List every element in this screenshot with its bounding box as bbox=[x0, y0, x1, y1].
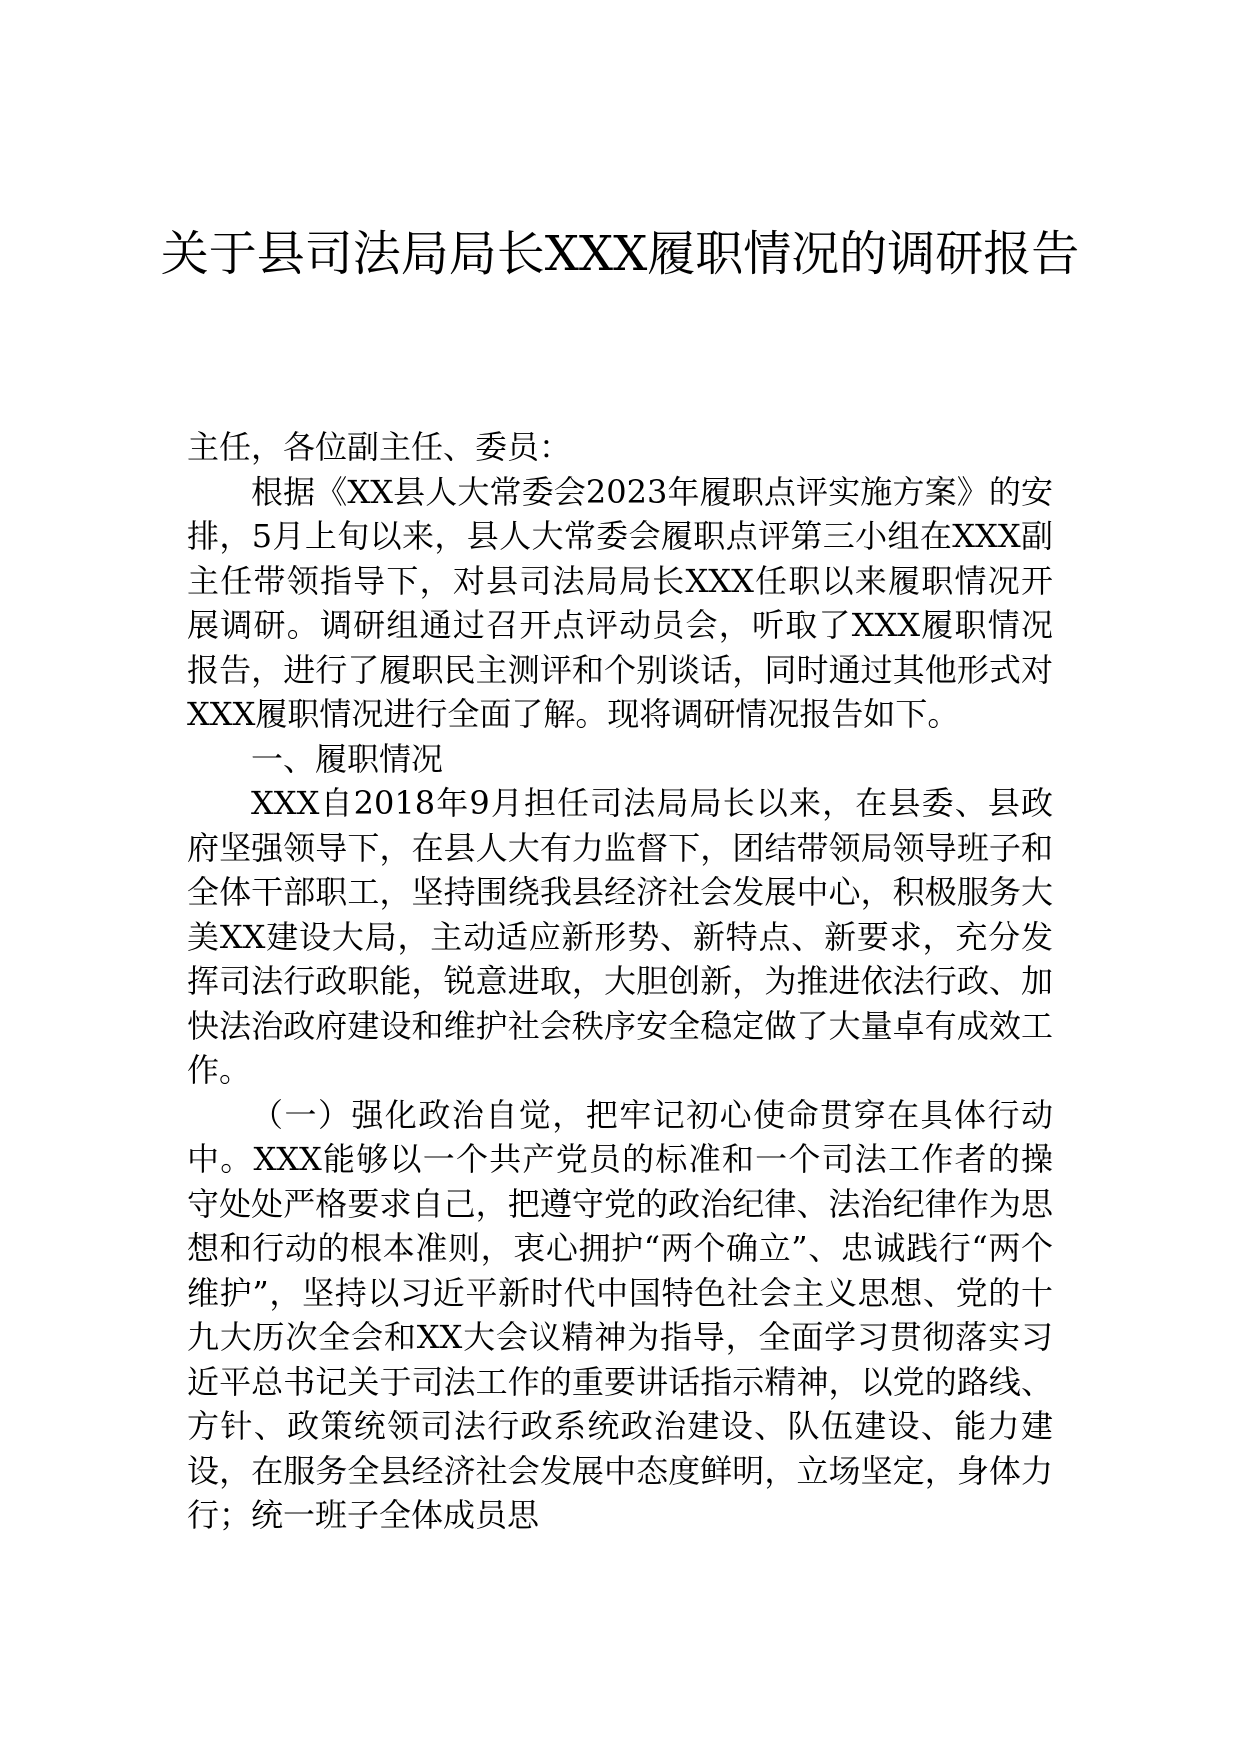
document-title: 关于县司法局局长XXX履职情况的调研报告 bbox=[160, 226, 1080, 282]
section-heading-1: 一、履职情况 bbox=[251, 739, 444, 778]
paragraph-performance: XXX自2018年9月担任司法局局长以来，在县委、县政府坚强领导下，在县人大有力监督下，团结带领局领导班子和全体干部职工，坚持围绕我县经济社会发展中心，积极服务大美XX建设大局，主动适应新形势、新特点、新要求，充分发挥司法行政职能，锐意进取，大胆创新，为推进依法行政、加快法治政府建设和维护社会秩序安全稳定做了大量卓有成效工作。 bbox=[187, 784, 1053, 1089]
paragraph-subsection-1: （一）强化政治自觉，把牢记初心使命贯穿在具体行动中。XXX能够以一个共产党员的标准和一个司法工作者的操守处处严格要求自己，把遵守党的政治纪律、法治纪律作为思想和行动的根本准则，衷心拥护“两个确立”、忠诚践行“两个维护”，坚持以习近平新时代中国特色社会主义思想、党的十九大历次全会和XX大会议精神为指导，全面学习贯彻落实习近平总书记关于司法工作的重要讲话指示精神，以党的路线、方针、政策统领司法行政系统政治建设、队伍建设、能力建设，在服务全县经济社会发展中态度鲜明，立场坚定，身体力行；统一班子全体成员思 bbox=[187, 1095, 1053, 1534]
document-body bbox=[187, 425, 1053, 1538]
salutation: 主任，各位副主任、委员： bbox=[187, 428, 572, 466]
paragraph-intro: 根据《XX县人大常委会2023年履职点评实施方案》的安排，5月上旬以来，县人大常委会履职点评第三小组在XXX副主任带领指导下，对县司法局局长XXX任职以来履职情况开展调研。调研组通过召开点评动员会，听取了XXX履职情况报告，进行了履职民主测评和个别谈话，同时通过其他形式对XXX履职情况进行全面了解。现将调研情况报告如下。 bbox=[187, 472, 1053, 733]
